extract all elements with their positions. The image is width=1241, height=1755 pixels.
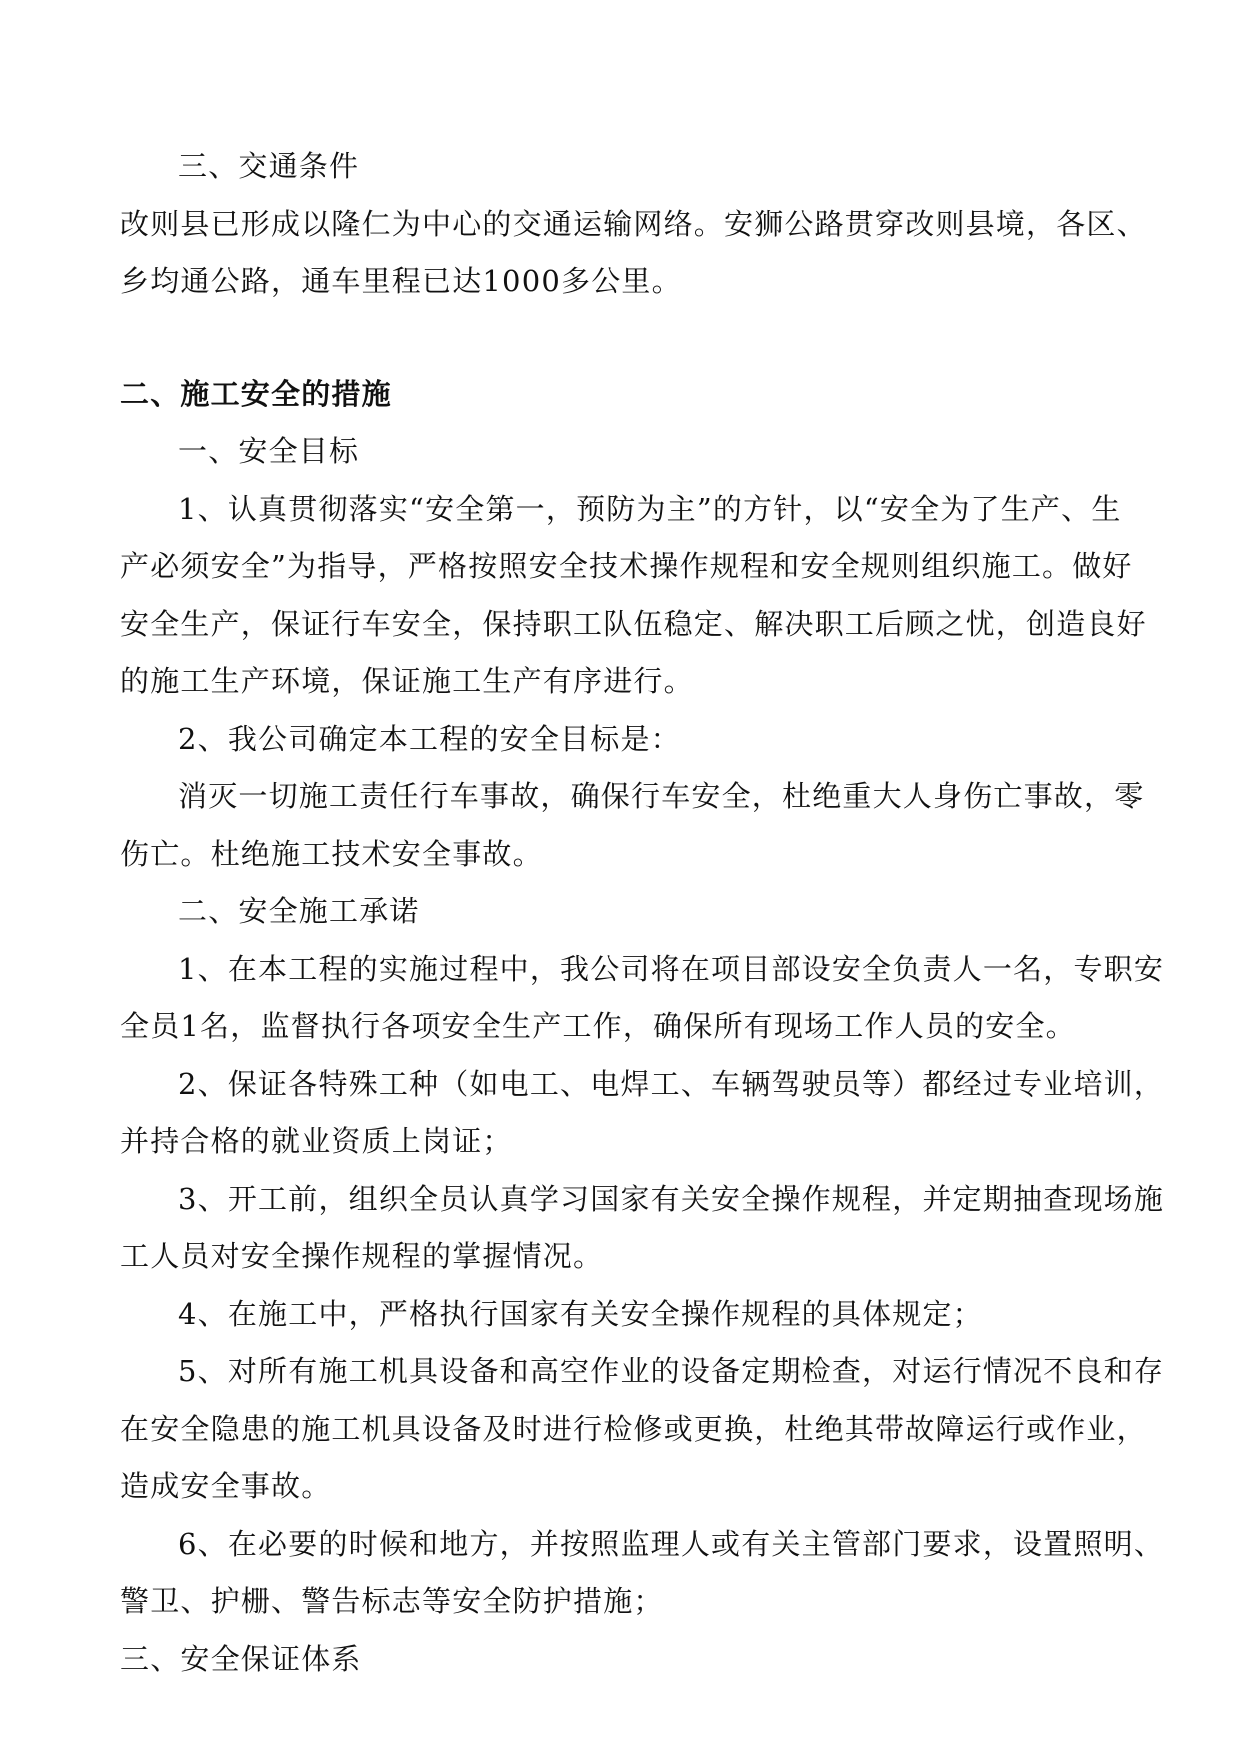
safety-promise-title: 二、安全施工承诺 [178, 894, 420, 928]
section-gap [120, 311, 1121, 366]
safety-promise-item5-line-1: 5、对所有施工机具设备和高空作业的设备定期检查，对运行情况不良和存 [178, 1354, 1165, 1388]
safety-promise-item5-line-3: 造成安全事故。 [120, 1469, 332, 1503]
safety-section-heading: 二、施工安全的措施 [120, 376, 392, 411]
safety-system-title: 三、安全保证体系 [120, 1641, 362, 1676]
safety-goal-item1-line-1: 1、认真贯彻落实“安全第一，预防为主”的方针，以“安全为了生产、生 [178, 491, 1122, 526]
traffic-paragraph-line-1: 改则县已形成以隆仁为中心的交通运输网络。安狮公路贯穿改则县境，各区、 [120, 206, 1147, 241]
safety-promise-item6-line-2: 警卫、护栅、警告标志等安全防护措施； [120, 1584, 664, 1618]
safety-promise-item2-line-1: 2、保证各特殊工种（如电工、电焊工、车辆驾驶员等）都经过专业培训， [178, 1066, 1165, 1101]
safety-promise-item4: 4、在施工中，严格执行国家有关安全操作规程的具体规定； [178, 1296, 983, 1331]
safety-promise-item1-line-2: 全员1名，监督执行各项安全生产工作，确保所有现场工作人员的安全。 [120, 1009, 1076, 1043]
safety-goal-item2-detail-line-1: 消灭一切施工责任行车事故，确保行车安全，杜绝重大人身伤亡事故，零 [178, 779, 1145, 813]
safety-goal-title: 一、安全目标 [178, 434, 360, 468]
safety-promise-item6-line-1: 6、在必要的时候和地方，并按照监理人或有关主管部门要求，设置照明、 [178, 1526, 1165, 1561]
safety-goal-item1-line-3: 安全生产，保证行车安全，保持职工队伍稳定、解决职工后顾之忧，创造良好 [120, 606, 1147, 641]
safety-goal-item2: 2、我公司确定本工程的安全目标是： [178, 721, 681, 756]
safety-promise-item3-line-2: 工人员对安全操作规程的掌握情况。 [120, 1239, 604, 1273]
traffic-paragraph-line-2: 乡均通公路，通车里程已达1000多公里。 [120, 264, 682, 298]
safety-promise-item3-line-1: 3、开工前，组织全员认真学习国家有关安全操作规程，并定期抽查现场施 [178, 1181, 1165, 1216]
safety-goal-item1-line-4: 的施工生产环境，保证施工生产有序进行。 [120, 664, 694, 698]
safety-promise-item2-line-2: 并持合格的就业资质上岗证； [120, 1124, 513, 1158]
safety-promise-item1-line-1: 1、在本工程的实施过程中，我公司将在项目部设安全负责人一名，专职安 [178, 951, 1165, 986]
safety-goal-item2-detail-line-2: 伤亡。杜绝施工技术安全事故。 [120, 836, 543, 871]
safety-promise-item5-line-2: 在安全隐患的施工机具设备及时进行检修或更换，杜绝其带故障运行或作业， [120, 1411, 1147, 1446]
safety-goal-item1-line-2: 产必须安全”为指导，严格按照安全技术操作规程和安全规则组织施工。做好 [120, 549, 1133, 583]
traffic-section-title: 三、交通条件 [178, 149, 360, 183]
